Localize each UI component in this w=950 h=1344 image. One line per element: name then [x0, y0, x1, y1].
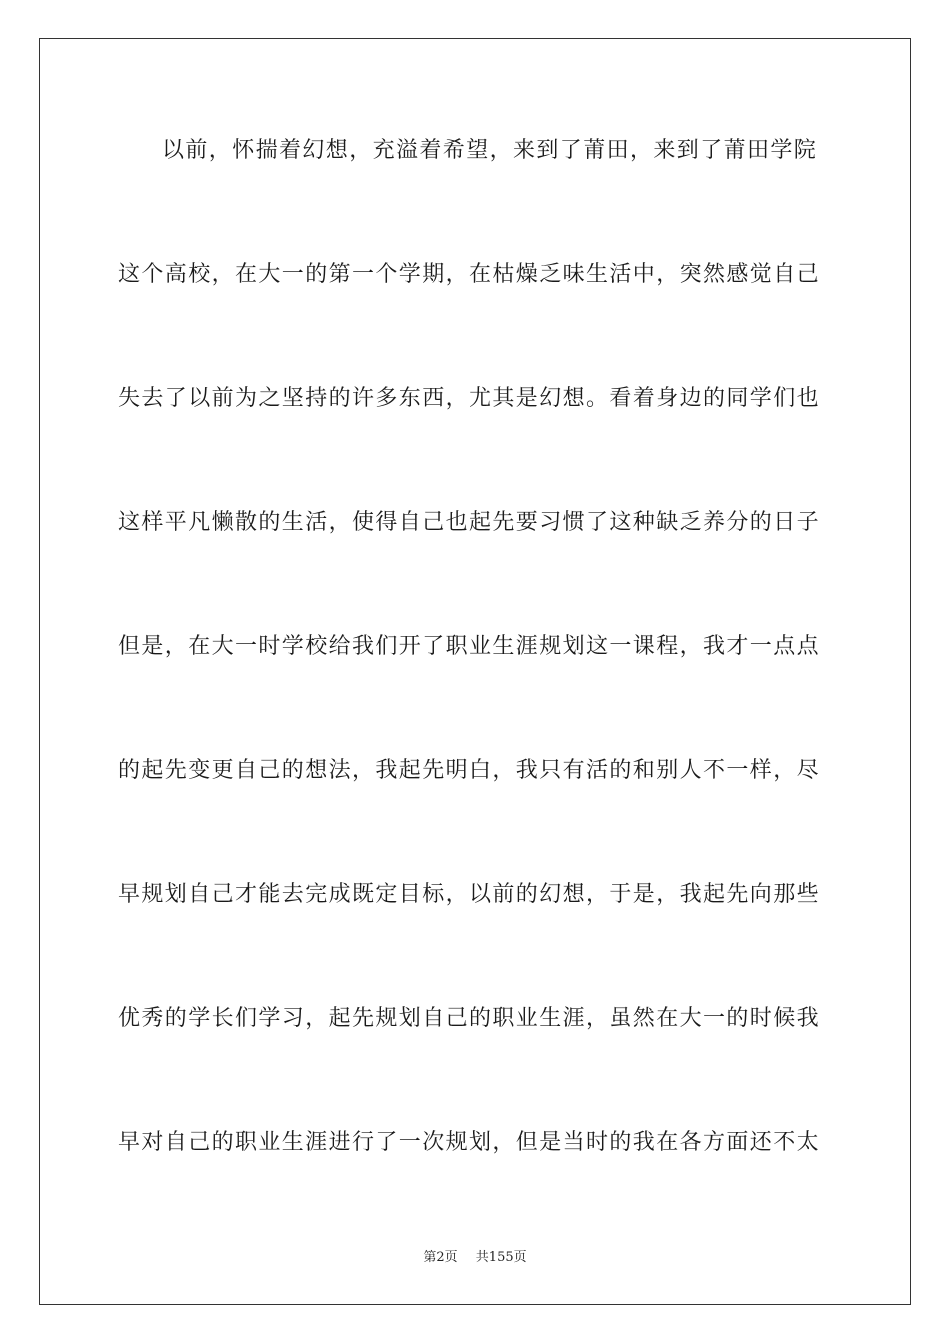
paragraph-line: 以前，怀揣着幻想，充溢着希望，来到了莆田，来到了莆田学院 [162, 138, 818, 163]
page-footer [0, 1246, 950, 1265]
paragraph-line: 失去了以前为之坚持的许多东西，尤其是幻想。看着身边的同学们也 [118, 386, 821, 411]
paragraph-line: 优秀的学长们学习，起先规划自己的职业生涯，虽然在大一的时候我 [118, 1006, 821, 1031]
paragraph-line: 这样平凡懒散的生活，使得自己也起先要习惯了这种缺乏养分的日子 [118, 510, 821, 535]
page-border [39, 38, 911, 1305]
page-total: 共155页 [475, 1250, 527, 1265]
paragraph-line: 的起先变更自己的想法，我起先明白，我只有活的和别人不一样，尽 [118, 758, 821, 783]
paragraph-line: 但是，在大一时学校给我们开了职业生涯规划这一课程，我才一点点 [118, 634, 821, 659]
page-number: 第2页 [423, 1250, 458, 1265]
paragraph-line: 这个高校，在大一的第一个学期，在枯燥乏味生活中，突然感觉自己 [118, 262, 821, 287]
paragraph-line: 早对自己的职业生涯进行了一次规划，但是当时的我在各方面还不太 [118, 1130, 821, 1155]
paragraph-line: 早规划自己才能去完成既定目标，以前的幻想，于是，我起先向那些 [118, 882, 821, 907]
